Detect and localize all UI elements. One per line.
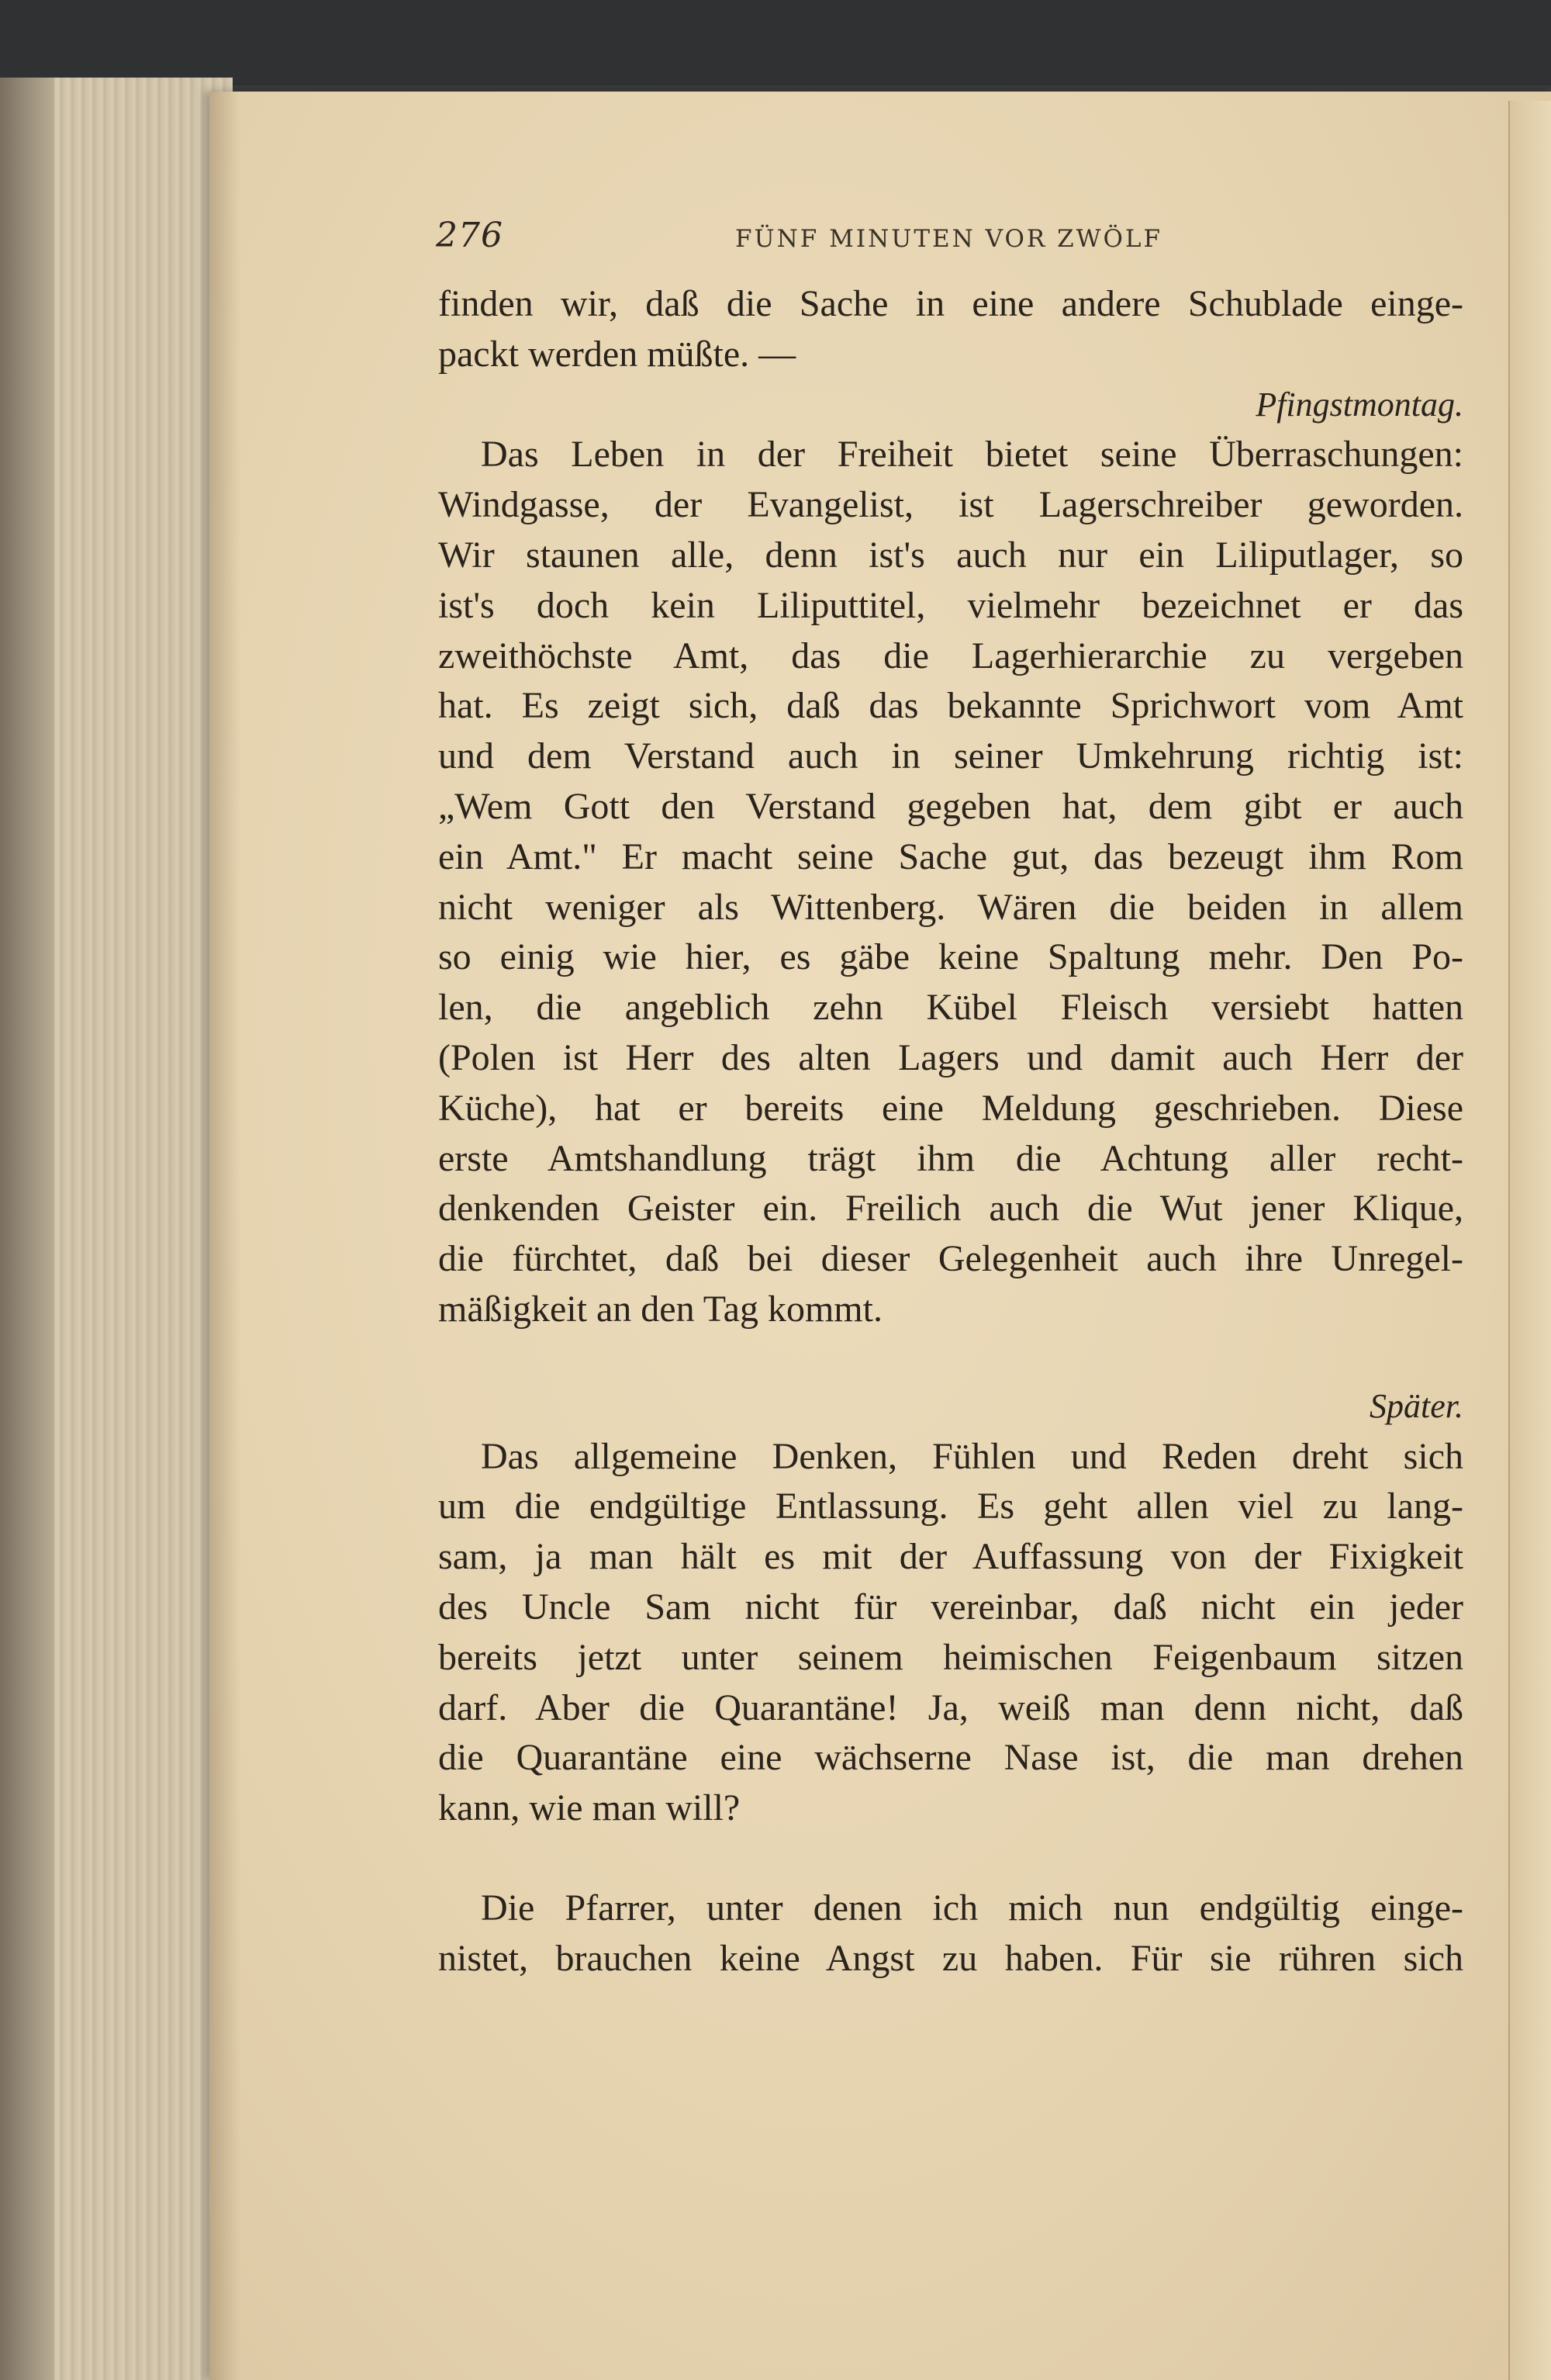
dateline-spaeter: Später. bbox=[1370, 1386, 1463, 1425]
page-number: 276 bbox=[436, 216, 503, 255]
paragraph-2 bbox=[438, 430, 1463, 1334]
text-line: „Wem Gott den Verstand gegeben hat, dem gibt er auch bbox=[438, 785, 1463, 827]
dateline-pfingstmontag: Pfingstmontag. bbox=[1256, 385, 1463, 424]
text-line: des Uncle Sam nicht für vereinbar, daß nicht ein jeder bbox=[438, 1586, 1463, 1628]
paragraph-3 bbox=[438, 1432, 1463, 1834]
text-line: (Polen ist Herr des alten Lagers und damit auch Herr der bbox=[438, 1036, 1463, 1078]
spacer bbox=[438, 1834, 1463, 1884]
text-line: darf. Aber die Quarantäne! Ja, weiß man denn nicht, daß bbox=[438, 1686, 1463, 1728]
paragraph-1 bbox=[438, 279, 1463, 380]
spacer bbox=[438, 1335, 1463, 1382]
text-line: die Quarantäne eine wächserne Nase ist, die man drehen bbox=[438, 1737, 1463, 1779]
text-line: Das allgemeine Denken, Fühlen und Reden dreht sich bbox=[481, 1435, 1463, 1477]
text-line: hat. Es zeigt sich, daß das bekannte Sprichwort vom Amt bbox=[438, 685, 1463, 727]
text-line: len, die angeblich zehn Kübel Fleisch versiebt hatten bbox=[438, 987, 1463, 1029]
text-line: mäßigkeit an den Tag kommt. bbox=[438, 1288, 883, 1330]
text-line: so einig wie hier, es gäbe keine Spaltung mehr. Den Po- bbox=[438, 936, 1463, 978]
text-line: Windgasse, der Evangelist, ist Lagerschreiber geworden. bbox=[438, 484, 1463, 526]
text-line: ein Amt." Er macht seine Sache gut, das bezeugt ihm Rom bbox=[438, 835, 1463, 877]
text-line: Wir staunen alle, denn ist's auch nur ein Liliputlager, so bbox=[438, 534, 1463, 576]
text-line: erste Amtshandlung trägt ihm die Achtung aller recht- bbox=[438, 1137, 1463, 1179]
text-line: denkenden Geister ein. Freilich auch die Wut jener Klique, bbox=[438, 1188, 1463, 1230]
text-line: Das Leben in der Freiheit bietet seine Überraschungen: bbox=[481, 434, 1463, 476]
text-line: ist's doch kein Liliputtitel, vielmehr bezeichnet er das bbox=[438, 584, 1463, 626]
text-line: und dem Verstand auch in seiner Umkehrung richtig ist: bbox=[438, 735, 1463, 777]
paragraph-4 bbox=[438, 1884, 1463, 1984]
body-text bbox=[438, 279, 1463, 1984]
next-page-edge bbox=[1508, 101, 1551, 2380]
text-line: nistet, brauchen keine Angst zu haben. Für sie rühren sich bbox=[438, 1937, 1463, 1979]
text-line: Küche), hat er bereits eine Meldung geschrieben. Diese bbox=[438, 1087, 1463, 1129]
page-edges-shadow bbox=[0, 78, 54, 2380]
text-line: Die Pfarrer, unter denen ich mich nun endgültig einge- bbox=[481, 1887, 1463, 1929]
text-line: nicht weniger als Wittenberg. Wären die beiden in allem bbox=[438, 886, 1463, 928]
text-line: sam, ja man hält es mit der Auffassung von der Fixigkeit bbox=[438, 1536, 1463, 1578]
page-gutter-shadow bbox=[209, 92, 240, 2380]
text-line: die fürchtet, daß bei dieser Gelegenheit auch ihre Unregel- bbox=[438, 1238, 1463, 1280]
text-line: um die endgültige Entlassung. Es geht allen viel zu lang- bbox=[438, 1486, 1463, 1527]
scan-background bbox=[0, 0, 1551, 85]
text-line: bereits jetzt unter seinem heimischen Feigenbaum sitzen bbox=[438, 1636, 1463, 1678]
text-line: zweithöchste Amt, das die Lagerhierarchie zu vergeben bbox=[438, 635, 1463, 676]
text-line: kann, wie man will? bbox=[438, 1787, 741, 1829]
text-line: packt werden müßte. — bbox=[438, 333, 796, 375]
running-title: FÜNF MINUTEN VOR ZWÖLF bbox=[735, 225, 1163, 253]
text-line: finden wir, daß die Sache in eine andere Schublade einge- bbox=[438, 283, 1463, 324]
